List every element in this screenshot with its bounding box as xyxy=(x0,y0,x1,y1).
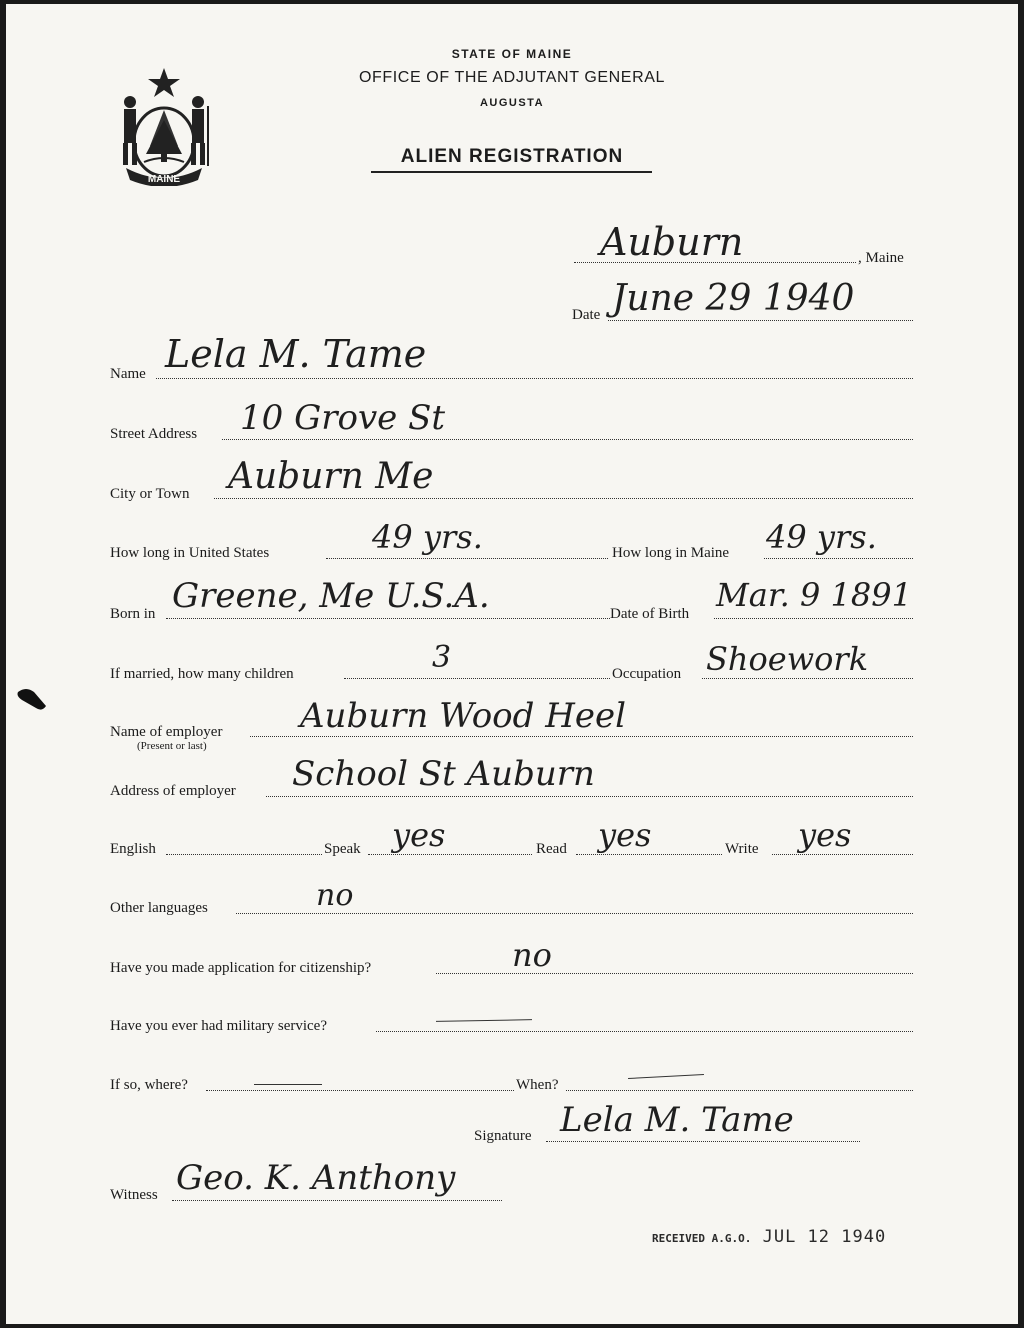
citizenship-value: no xyxy=(512,936,552,974)
english-line xyxy=(166,854,322,855)
signature-value: Lela M. Tame xyxy=(560,1100,794,1140)
maine-label: , Maine xyxy=(858,250,904,266)
employer-address-label: Address of employer xyxy=(110,783,236,799)
dob-line xyxy=(714,618,913,619)
date-field-line xyxy=(608,320,913,321)
military-line xyxy=(376,1031,913,1032)
speak-value: yes xyxy=(392,816,446,854)
read-label: Read xyxy=(536,841,567,857)
city-label: City or Town xyxy=(110,486,190,502)
seal-motto: MAINE xyxy=(147,174,181,185)
english-label: English xyxy=(110,841,156,857)
employer-sublabel: (Present or last) xyxy=(137,740,207,752)
date-label: Date xyxy=(572,307,601,323)
employer-address-line xyxy=(266,796,913,797)
write-value: yes xyxy=(798,816,852,854)
write-label: Write xyxy=(725,841,759,857)
form-title: ALIEN REGISTRATION xyxy=(400,146,624,167)
other-languages-label: Other languages xyxy=(110,900,208,916)
office-heading: OFFICE OF THE ADJUTANT GENERAL xyxy=(358,69,666,86)
city-field-line xyxy=(214,498,913,499)
dob-value: Mar. 9 1891 xyxy=(716,576,912,614)
children-label: If married, how many children xyxy=(110,666,294,682)
born-in-label: Born in xyxy=(110,606,156,622)
received-stamp xyxy=(652,1227,886,1247)
other-languages-line xyxy=(236,913,913,914)
received-stamp-date: JUL 12 1940 xyxy=(762,1227,887,1247)
witness-line xyxy=(172,1200,502,1201)
when-label: When? xyxy=(516,1077,559,1093)
employer-value: Auburn Wood Heel xyxy=(300,696,626,736)
occupation-label: Occupation xyxy=(612,666,682,682)
military-label: Have you ever had military service? xyxy=(110,1018,327,1034)
street-field-line xyxy=(222,439,913,440)
how-long-us-line xyxy=(326,558,608,559)
how-long-us-value: 49 yrs. xyxy=(372,518,483,556)
street-label: Street Address xyxy=(110,426,198,442)
how-long-maine-label: How long in Maine xyxy=(612,545,730,561)
city-value: Auburn Me xyxy=(228,456,434,497)
witness-value: Geo. K. Anthony xyxy=(176,1158,456,1198)
where-dash-mark xyxy=(254,1084,322,1085)
street-value: 10 Grove St xyxy=(240,398,446,438)
received-stamp-label: RECEIVED A.G.O. xyxy=(652,1232,752,1245)
town-value: Auburn xyxy=(600,220,744,264)
occupation-line xyxy=(702,678,913,679)
how-long-maine-value: 49 yrs. xyxy=(766,518,877,556)
employer-label: Name of employer xyxy=(110,724,223,740)
state-heading: STATE OF MAINE xyxy=(451,47,573,61)
how-long-us-label: How long in United States xyxy=(110,545,270,561)
speak-line xyxy=(368,854,532,855)
children-line xyxy=(344,678,610,679)
witness-label: Witness xyxy=(110,1187,158,1203)
born-in-value: Greene, Me U.S.A. xyxy=(172,576,490,616)
city-heading: AUGUSTA xyxy=(479,97,545,109)
occupation-value: Shoework xyxy=(706,640,869,678)
citizenship-line xyxy=(436,973,913,974)
dob-label: Date of Birth xyxy=(610,606,690,622)
employer-line xyxy=(250,736,913,737)
name-label: Name xyxy=(110,366,146,382)
read-value: yes xyxy=(598,816,652,854)
children-value: 3 xyxy=(432,640,452,675)
how-long-maine-line xyxy=(764,558,913,559)
read-line xyxy=(576,854,722,855)
name-value: Lela M. Tame xyxy=(165,332,427,376)
date-value: June 29 1940 xyxy=(612,278,855,319)
where-line xyxy=(206,1090,514,1091)
title-underline xyxy=(371,171,652,173)
other-languages-value: no xyxy=(316,878,354,913)
speak-label: Speak xyxy=(324,841,361,857)
ink-blot-mark xyxy=(16,686,48,712)
citizenship-label: Have you made application for citizenship? xyxy=(110,960,372,976)
where-label: If so, where? xyxy=(110,1077,188,1093)
signature-label: Signature xyxy=(474,1128,532,1144)
name-field-line xyxy=(156,378,913,379)
employer-address-value: School St Auburn xyxy=(292,754,595,794)
signature-line xyxy=(546,1141,860,1142)
born-in-line xyxy=(166,618,610,619)
write-line xyxy=(772,854,913,855)
when-line xyxy=(566,1090,913,1091)
